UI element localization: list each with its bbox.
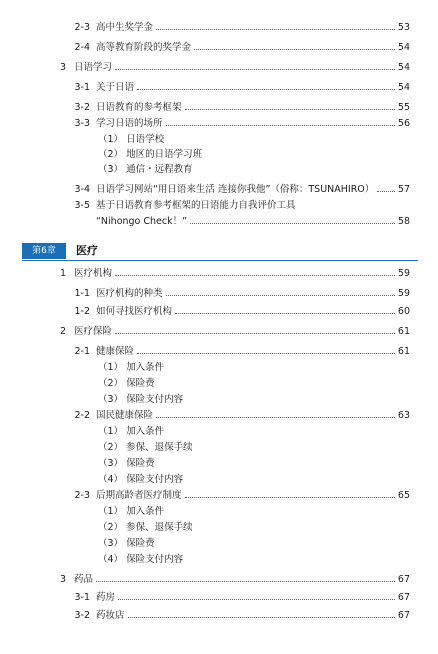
toc-entry[interactable] (0, 344, 438, 360)
chapter-divider (22, 260, 418, 261)
toc-entry[interactable] (0, 40, 438, 56)
toc-entry[interactable] (0, 198, 438, 214)
toc-entry-title: （3） 保险费 (98, 538, 155, 549)
toc-entry-title: （2） 保险费 (98, 378, 155, 389)
chapter-badge: 第6章 (22, 243, 66, 259)
toc-entry-number: 3-3 (74, 118, 90, 129)
toc-entry-title: （1） 日语学校 (98, 134, 165, 145)
toc-entry-number: 2-3 (74, 490, 90, 501)
dot-leader (194, 49, 395, 50)
toc-entry-page: 67 (397, 574, 410, 585)
toc-entry-page: 59 (397, 268, 410, 279)
toc-entry-title: （2） 地区的日语学习班 (98, 149, 203, 160)
toc-entry[interactable] (0, 408, 438, 424)
toc-entry[interactable] (0, 162, 438, 178)
toc-entry-title: （1） 加入条件 (98, 426, 165, 437)
toc-entry[interactable] (0, 590, 438, 606)
toc-entry-title: 后期高龄者医疗制度 (96, 490, 182, 501)
toc-entry-number: 2-2 (74, 410, 90, 421)
toc-entry-number: 2-3 (74, 22, 90, 33)
toc-entry-title: （2） 参保、退保手续 (98, 442, 193, 453)
toc-entry[interactable] (0, 20, 438, 36)
dot-leader (166, 125, 395, 126)
toc-entry-number: 3-2 (74, 610, 90, 621)
dot-leader (156, 29, 395, 30)
toc-entry[interactable] (0, 552, 438, 568)
toc-entry-title: （4） 保险支付内容 (98, 554, 184, 565)
dot-leader (118, 599, 395, 600)
toc-entry-title: 如何寻找医疗机构 (96, 306, 173, 317)
dot-leader (115, 275, 395, 276)
toc-entry-page: 61 (397, 326, 410, 337)
toc-entry-page: 67 (397, 610, 410, 621)
toc-entry[interactable] (0, 132, 438, 148)
toc-entry[interactable] (0, 504, 438, 520)
toc-entry-title: 医疗机构的种类 (96, 288, 163, 299)
toc-entry[interactable] (0, 286, 438, 302)
toc-entry[interactable] (0, 100, 438, 116)
toc-entry-page: 54 (397, 62, 410, 73)
toc-entry-page: 58 (397, 216, 410, 227)
toc-entry-number: 3-4 (74, 184, 90, 195)
toc-entry-page: 59 (397, 288, 410, 299)
toc-entry-page: 67 (397, 592, 410, 603)
toc-entry-title: （1） 加入条件 (98, 362, 165, 373)
toc-entry-title: 日语学习 (74, 62, 113, 73)
dot-leader (115, 69, 395, 70)
dot-leader (137, 353, 395, 354)
toc-entry-title: 关于日语 (96, 82, 135, 93)
toc-entry-title: 药房 (96, 592, 116, 603)
toc-entry-title: （1） 加入条件 (98, 506, 165, 517)
toc-entry[interactable] (0, 440, 438, 456)
toc-entry-number: 1-1 (74, 288, 90, 299)
toc-entry-page: 53 (397, 22, 410, 33)
toc-entry-number: 3-1 (74, 592, 90, 603)
toc-entry[interactable] (0, 536, 438, 552)
toc-entry-title: 基于日语教育参考框架的日语能力自我评价工具 (96, 200, 296, 211)
toc-entry-page: 57 (397, 184, 410, 195)
toc-entry-title: （4） 保险支付内容 (98, 474, 184, 485)
dot-leader (96, 581, 395, 582)
toc-entry-number: 2-1 (74, 346, 90, 357)
dot-leader (175, 313, 395, 314)
toc-entry-title: 高中生奖学金 (96, 22, 154, 33)
toc-entry-page: 55 (397, 102, 410, 113)
toc-entry-title: （3） 保险支付内容 (98, 394, 184, 405)
toc-entry-number: 2-4 (74, 42, 90, 53)
dot-leader (156, 417, 395, 418)
dot-leader (128, 617, 395, 618)
toc-entry-number: 1-2 (74, 306, 90, 317)
toc-entry-page: 56 (397, 118, 410, 129)
toc-entry-title: 医疗保险 (74, 326, 113, 337)
toc-entry-title: 药品 (74, 574, 94, 585)
toc-entry-page: 54 (397, 42, 410, 53)
toc-entry-number: 1 (59, 268, 66, 279)
toc-entry-page: 63 (397, 410, 410, 421)
toc-entry-number: 3-5 (74, 200, 90, 211)
dot-leader (185, 497, 395, 498)
toc-entry[interactable] (0, 304, 438, 320)
toc-entry[interactable] (0, 392, 438, 408)
toc-entry-title: 医疗机构 (74, 268, 113, 279)
toc-entry-number: 3-2 (74, 102, 90, 113)
toc-entry[interactable] (0, 116, 438, 132)
toc-entry[interactable] (0, 182, 438, 198)
toc-entry-title: （2） 参保、退保手续 (98, 522, 193, 533)
toc-entry-number: 3-1 (74, 82, 90, 93)
toc-entry[interactable] (0, 520, 438, 536)
toc-entry[interactable] (0, 266, 438, 282)
chapter-title: 医疗 (76, 244, 98, 257)
dot-leader (377, 191, 395, 192)
toc-entry-title: 高等教育阶段的奖学金 (96, 42, 192, 53)
toc-entry-title: （3） 通信・远程教育 (98, 164, 193, 175)
toc-entry[interactable] (0, 147, 438, 163)
toc-entry[interactable] (0, 456, 438, 472)
toc-entry[interactable] (0, 60, 438, 76)
toc-entry[interactable] (0, 324, 438, 340)
toc-entry-title: 日语学习网站“用日语来生活 连接你我他”（俗称：TSUNAHIRO） (96, 184, 375, 195)
toc-entry-page: 65 (397, 490, 410, 501)
toc-entry[interactable] (0, 572, 438, 588)
toc-entry-page: 60 (397, 306, 410, 317)
toc-entry-page: 54 (397, 82, 410, 93)
toc-entry[interactable] (0, 214, 438, 230)
toc-entry[interactable] (0, 376, 438, 392)
toc-entry-title: 药妆店 (96, 610, 125, 621)
toc-entry[interactable] (0, 472, 438, 488)
toc-entry[interactable] (0, 488, 438, 504)
dot-leader (190, 223, 395, 224)
toc-entry-title: 国民健康保险 (96, 410, 154, 421)
toc-entry[interactable] (0, 608, 438, 624)
dot-leader (115, 333, 395, 334)
dot-leader (185, 109, 395, 110)
toc-entry-title: 学习日语的场所 (96, 118, 163, 129)
dot-leader (166, 295, 395, 296)
toc-entry-number: 3 (59, 62, 66, 73)
toc-entry-page: 61 (397, 346, 410, 357)
toc-entry-title: 日语教育的参考框架 (96, 102, 182, 113)
toc-entry-number: 3 (59, 574, 66, 585)
dot-leader (137, 89, 395, 90)
chapter-heading (22, 242, 418, 260)
toc-entry-number: 2 (59, 326, 66, 337)
toc-entry-title: “Nihongo Check！” (96, 216, 188, 227)
toc-entry-title: （3） 保险费 (98, 458, 155, 469)
toc-entry[interactable] (0, 424, 438, 440)
toc-entry-title: 健康保险 (96, 346, 135, 357)
toc-entry[interactable] (0, 360, 438, 376)
toc-entry[interactable] (0, 80, 438, 96)
